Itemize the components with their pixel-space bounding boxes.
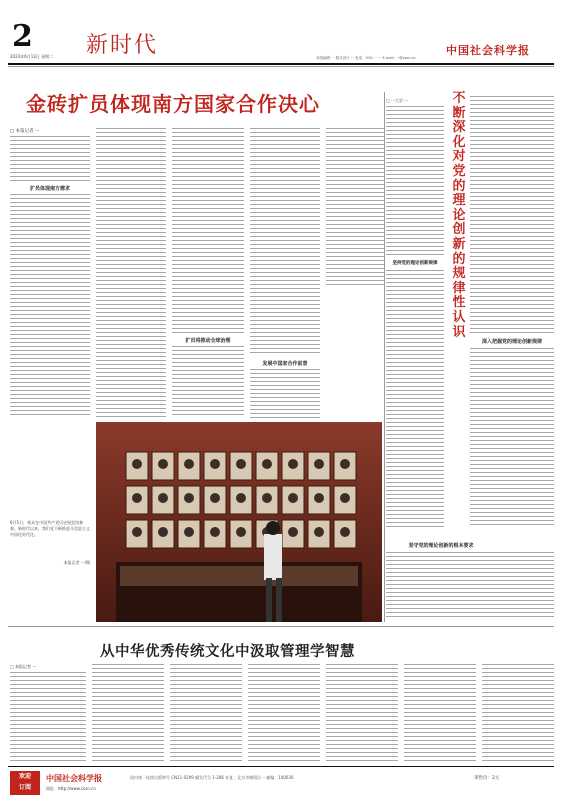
bottom-column-1 bbox=[10, 672, 86, 762]
article-column-3b bbox=[172, 346, 244, 418]
masthead-paper-name: 中国社会科学报 bbox=[446, 44, 530, 57]
article-column-1a bbox=[10, 136, 90, 182]
footer-info: 国内统一连续出版物号 CN11-0299 邮发代号 1-286 社址：北京市朝阳区··· 邮编：100026 bbox=[130, 775, 294, 780]
bottom-column-6 bbox=[404, 664, 476, 762]
section-divider bbox=[8, 626, 554, 627]
footer-rule bbox=[8, 766, 554, 767]
bottom-column-4 bbox=[248, 664, 320, 762]
subhead-col3-a: 扩员将推动全球治理 bbox=[185, 338, 231, 344]
bottom-column-7 bbox=[482, 664, 554, 762]
subhead-col1-a: 扩员体现南方需求 bbox=[29, 186, 70, 192]
masthead-rule-thin bbox=[8, 66, 554, 67]
bottom-column-2 bbox=[92, 664, 164, 762]
far-right-column-2 bbox=[470, 348, 554, 528]
subhead-far-right-a: 深入把握党的理论创新规律 bbox=[481, 339, 542, 345]
subscribe-tag-bottom: 订阅 bbox=[18, 784, 31, 791]
footer-url: 网址：http://www.cssn.cn bbox=[46, 786, 96, 791]
column-divider-right bbox=[384, 92, 385, 622]
subhead-right-a: 坚持党的理论创新规律 bbox=[392, 261, 438, 266]
main-headline: 金砖扩员体现南方国家合作决心 bbox=[26, 92, 320, 116]
article-column-3a bbox=[172, 128, 244, 333]
footer-price: 零售价：2元 bbox=[474, 776, 500, 781]
date-line: 2023年6月13日 星期二 bbox=[10, 54, 54, 59]
page-number: 2 bbox=[12, 19, 33, 54]
footer-paper-name: 中国社会科学报 bbox=[46, 773, 102, 783]
right-column-2 bbox=[386, 552, 554, 620]
bottom-byline: □ 本报记者 ··· bbox=[10, 664, 37, 669]
subhead-col4-a: 发展中国家合作前景 bbox=[262, 361, 308, 367]
article-column-2 bbox=[96, 128, 166, 418]
gallery-photo-graphic bbox=[96, 422, 382, 622]
vertical-headline: 不断深化对党的理论创新的规律性认识 bbox=[452, 91, 466, 340]
masthead-rule bbox=[8, 63, 554, 65]
article-column-4a bbox=[250, 128, 320, 356]
article-column-1b bbox=[10, 194, 90, 416]
right-column-1b bbox=[386, 270, 444, 530]
section-title: 新时代 bbox=[86, 33, 159, 58]
photo-credit: 本报记者 ···/摄 bbox=[63, 560, 90, 565]
masthead-info-line: 本版编辑 ··· 版式设计 ··· 电话：010-··· ··· E-mail: ···@cssn.cn bbox=[316, 56, 416, 60]
right-byline: □ ···大学 ··· bbox=[386, 98, 408, 103]
bottom-column-5 bbox=[326, 664, 398, 762]
bottom-headline: 从中华优秀传统文化中汲取管理学智慧 bbox=[100, 643, 355, 660]
photo-caption: 6月5日，观众在中国共产党历史展览馆参观。新时代以来，我们党不断推进马克思主义中国化时代化。 bbox=[10, 520, 90, 537]
far-right-column-1 bbox=[470, 96, 554, 336]
subhead-right-b: 坚守党的理论创新的根本要求 bbox=[408, 543, 474, 549]
subscribe-tag-top: 欢迎 bbox=[18, 773, 31, 780]
article-column-4b bbox=[250, 369, 320, 419]
bottom-column-3 bbox=[170, 664, 242, 762]
main-byline: □ 本报记者 ··· bbox=[10, 129, 40, 134]
gallery-photo bbox=[96, 422, 382, 622]
subscribe-tag bbox=[10, 771, 40, 795]
article-column-5 bbox=[326, 128, 384, 288]
right-column-1 bbox=[386, 106, 444, 256]
